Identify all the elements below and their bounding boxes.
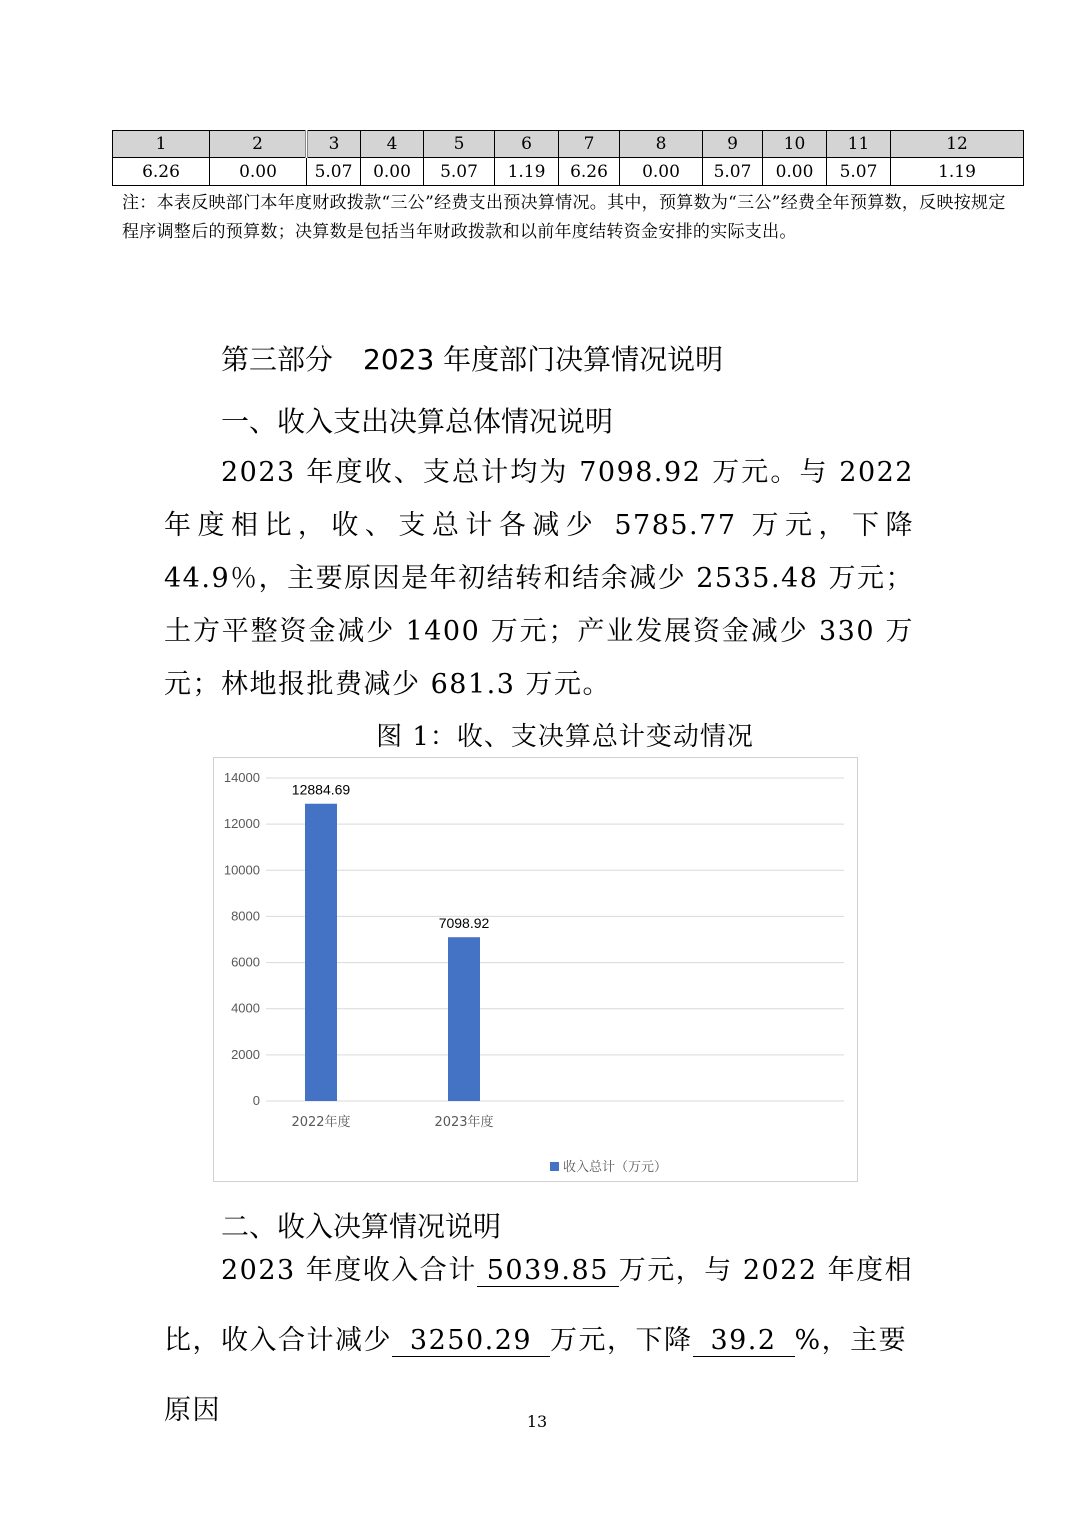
table-cell: 1.19 [891,158,1024,186]
table-header-cell: 7 [559,131,620,158]
table-header-cell: 10 [763,131,827,158]
table-header-cell: 8 [620,131,703,158]
table-cell: 0.00 [763,158,827,186]
table-cell: 0.00 [361,158,424,186]
figure-title: 图 1：收、支决算总计变动情况 [376,722,754,752]
bar-data-label: 7098.92 [438,915,490,932]
table-header-cell: 6 [495,131,559,158]
y-tick-label: 8000 [231,908,260,924]
table-header-row [113,131,1024,158]
x-category-label: 2023年度 [434,1115,494,1130]
three-public-expenses-table [112,130,1024,186]
table-cell: 5.07 [307,158,361,186]
table-cell: 5.07 [703,158,763,186]
y-tick-label: 6000 [231,954,260,970]
paragraph-income-part2: 万元，与 2022 年度相比， [164,1255,914,1356]
table-cell: 0.00 [620,158,703,186]
table-cell: 1.19 [495,158,559,186]
y-tick-label: 4000 [231,1000,260,1016]
income-decrease-percent: 39.2 [693,1326,795,1357]
table-row [113,158,1024,186]
table-cell: 6.26 [113,158,210,186]
income-total-value: 5039.85 [477,1256,619,1287]
x-category-label: 2022年度 [291,1115,351,1130]
paragraph-income-part3: 收入合计减少 [221,1325,392,1356]
table-cell: 5.07 [424,158,495,186]
table-header-cell: 12 [891,131,1024,158]
table-header-cell: 9 [703,131,763,158]
bar [305,804,337,1101]
y-tick-label: 14000 [223,770,260,785]
table-cell: 0.00 [210,158,307,186]
table-header-cell: 5 [424,131,495,158]
table-header-cell: 1 [113,131,210,158]
y-tick-label: 2000 [231,1046,260,1062]
table-header-cell: 4 [361,131,424,158]
table-header-cell: 3 [307,131,361,158]
legend-label: 收入总计（万元） [563,1160,668,1175]
heading-income-settlement: 二、收入决算情况说明 [221,1210,502,1243]
paragraph-overview: 2023 年度收、支总计均为 7098.92 万元。与 2022 年度相比，收、支总计各减少 5785.77 万元，下降 44.9％，主要原因是年初结转和结余减少 2535.48 万元；土方平整资金减少 1400 万元；产业发展资金减少 330 万元；林地报批费减少 681.3 万元。 [164,457,914,700]
bar-data-label: 12884.69 [291,781,351,798]
section-title-rest: 2023 年度部门决算情况说明 [363,343,724,376]
income-decrease-value: 3250.29 [392,1326,550,1357]
legend-swatch [550,1162,559,1171]
page-number: 13 [526,1412,548,1431]
bar [448,937,480,1101]
paragraph-income-part5: %，主要原因 [164,1325,908,1426]
bar-chart [213,757,858,1182]
table-cell: 6.26 [559,158,620,186]
section-title [221,338,723,378]
bar-chart-svg [214,758,859,1183]
section-title-part: 第三部分 [221,343,334,376]
table-note: 注：本表反映部门本年度财政拨款“三公”经费支出预决算情况。其中，预算数为“三公”经费全年预算数，反映按规定程序调整后的预算数；决算数是包括当年财政拨款和以前年度结转资金安排的实际支出。 [122,193,1006,242]
paragraph-income-part1: 2023 年度收入合计 [221,1255,477,1286]
table-header-cell: 2 [210,131,307,158]
y-tick-label: 0 [252,1093,260,1108]
heading-income-expense-overview: 一、收入支出决算总体情况说明 [221,405,614,438]
y-tick-label: 10000 [223,862,260,878]
table-cell: 5.07 [827,158,891,186]
y-tick-label: 12000 [223,816,260,832]
table-header-cell: 11 [827,131,891,158]
paragraph-income-part4: 万元，下降 [550,1325,693,1356]
